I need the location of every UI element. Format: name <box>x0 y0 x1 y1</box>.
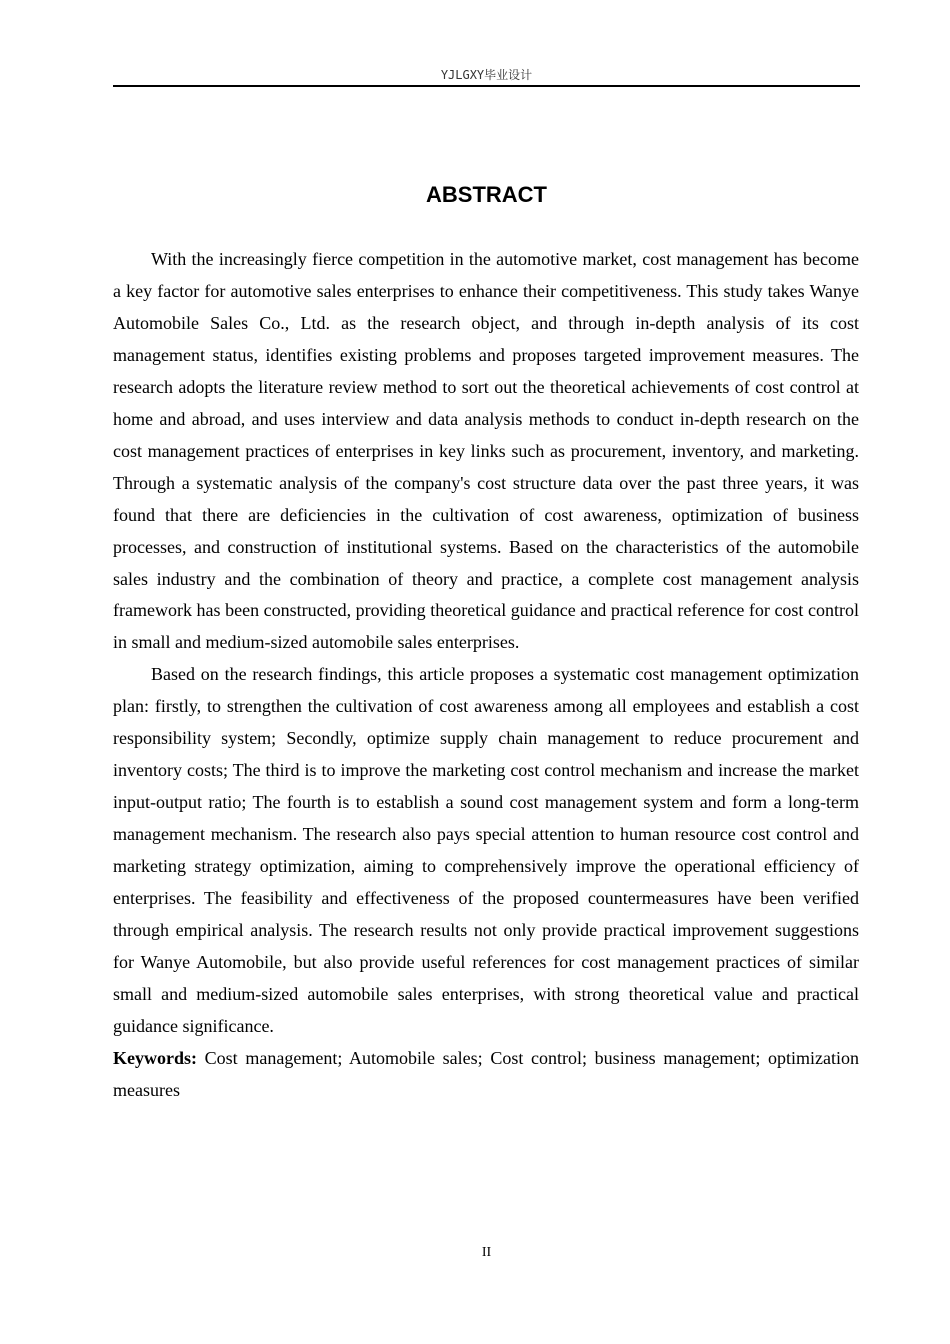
abstract-title: ABSTRACT <box>426 182 547 207</box>
keywords-line <box>113 1043 859 1107</box>
page-number: II <box>481 1245 492 1260</box>
running-header-title: YJLGXY毕业设计 <box>440 68 533 82</box>
running-header <box>113 66 860 87</box>
keywords-label: Keywords: <box>113 1047 197 1068</box>
keywords-text: Cost management; Automobile sales; Cost control; business management; optimization measures <box>113 1047 859 1100</box>
abstract-paragraph-2: Based on the research findings, this article proposes a systematic cost management optimization plan: firstly, to strengthen the cultivation of cost awareness among all employees and establish a cost responsibility system; Secondly, optimize supply chain management to reduce procurement and inventory costs; The third is to improve the marketing cost control mechanism and increase the market input-output ratio; The fourth is to establish a sound cost management system and form a long-term management mechanism. The research also pays special attention to human resource cost control and marketing strategy optimization, aiming to comprehensively improve the operational efficiency of enterprises. The feasibility and effectiveness of the proposed countermeasures have been verified through empirical analysis. The research results not only provide practical improvement suggestions for Wanye Automobile, but also provide useful references for cost management practices of similar small and medium-sized automobile sales enterprises, with strong theoretical value and practical guidance significance. <box>113 664 859 1036</box>
abstract-body <box>113 244 859 1107</box>
abstract-paragraph-1: With the increasingly fierce competition in the automotive market, cost management has become a key factor for automotive sales enterprises to enhance their competitiveness. This study takes Wanye Automobile Sales Co., Ltd. as the research object, and through in-depth analysis of its cost management status, identifies existing problems and proposes targeted improvement measures. The research adopts the literature review method to sort out the theoretical achievements of cost control at home and abroad, and uses interview and data analysis methods to conduct in-depth research on the cost management practices of enterprises in key links such as procurement, inventory, and marketing. Through a systematic analysis of the company's cost structure data over the past three years, it was found that there are deficiencies in the cultivation of cost awareness, optimization of business processes, and construction of institutional systems. Based on the characteristics of the automobile sales industry and the combination of theory and practice, a complete cost management analysis framework has been constructed, providing theoretical guidance and practical reference for cost control in small and medium-sized automobile sales enterprises. <box>113 249 859 653</box>
